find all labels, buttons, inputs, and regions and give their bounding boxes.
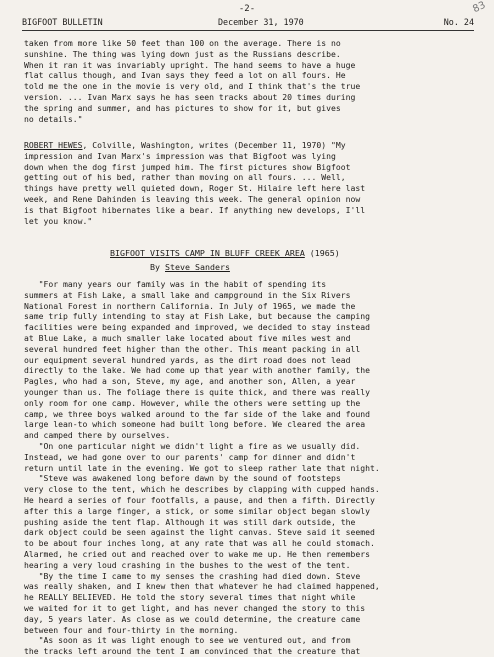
text-line: Instead, we had gone over to our parents' camp for dinner and didn't [24,451,356,462]
text-line: the tracks left around the tent I am convinced that the creature that [24,646,361,657]
text-line: getting out of his bed, rather than moving on all fours. ... Well, [24,172,346,183]
text-line: no details." [24,113,83,124]
text-line: flat callus though, and Ivan says they feed a lot on all fours. He [24,70,346,81]
text-line: Pagles, who had a son, Steve, my age, and another son, Allen, a year [24,376,356,387]
text-line: several hundred feet higher than the other. This meant packing in all [24,343,361,354]
page-header [22,17,474,29]
text-line: "By the time I came to my senses the crashing had died down. Steve [24,570,361,581]
text-line: National Forest in northern California. In July of 1965, we made the [24,300,356,311]
text-line: "As soon as it was light enough to see we ventured out, and from [24,635,351,646]
text-line: very close to the tent, which he describes by clapping with cupped hands. [24,484,380,495]
article-year: (1965) [304,248,340,258]
text-line: after this a large finger, a stick, or some similar object began slowly [24,505,370,516]
text-line: impression and Ivan Marx's impression was that Bigfoot was lying [24,150,336,161]
page-number: -2- [238,4,256,14]
text-line: hearing a very loud crashing in the bushes to the west of the tent. [24,559,351,570]
text-line: down when the dog first jumped him. The first pictures show Bigfoot [24,161,351,172]
text-line: return until late in the evening. We got to sleep rather late that night. [24,462,380,473]
text-line: Alarmed, he cried out and reached over to wake me up. He then remembers [24,548,370,559]
text-line: "Steve was awakened long before dawn by the sound of footsteps [24,473,341,484]
text-line: He heard a series of four footfalls, a pause, and then a fifth. Directly [24,494,375,505]
text-line: taken from more like 50 feet than 100 on the average. There is no [24,38,341,48]
hewes-letter [24,140,476,226]
text-line: things have pretty well quieted down, Roger St. Hilaire left here last [24,183,366,194]
text-line: he REALLY BELIEVED. He told the story several times that night while [24,592,356,603]
text-line: facilities were being expanded and improved, we decided to stay instead [24,322,370,333]
text-line [24,140,476,151]
text-line: "For many years our family was in the habit of spending its [24,279,327,289]
article-title-text: BIGFOOT VISITS CAMP IN BLUFF CREEK AREA [110,248,305,258]
text-line: told me the one in the movie is very old, and I think that's the true [24,81,361,92]
byline-prefix: By [150,262,165,272]
text-line: same trip fully intending to stay at Fish Lake, but because the camping [24,311,370,322]
text-line: the spring and summer, and has pictures to show for it, but gives [24,102,341,113]
text-line: day, 5 years later. As close as we could determine, the creature came [24,613,361,624]
correspondent-name: ROBERT HEWES [24,140,83,150]
text-line: was really shaken, and I knew then that whatever he had claimed happened, [24,581,380,592]
author-name: Steve Sanders [165,262,230,272]
letter-continuation [24,38,476,124]
article-title [110,248,340,258]
text-line: only room for one camp. However, while the others were setting up the [24,397,361,408]
text-line: at Blue Lake, a much smaller lake located about five miles west and [24,332,351,343]
text-line: is that Bigfoot hibernates like a bear. If anything new develops, I'll [24,204,366,215]
text-line: summers at Fish Lake, a small lake and campground in the Six Rivers [24,289,351,300]
text-line: dark object could be seen against the light canvas. Steve said it seemed [24,527,375,538]
text-fragment: , Colville, Washington, writes (December 11, 1970) "My [82,140,346,150]
text-line: and camped there by ourselves. [24,430,171,441]
article-body [24,279,476,657]
text-line: sunshine. The thing was lying down just as the Russians describe. [24,48,341,59]
text-line: let you know." [24,215,93,226]
text-line: to be about four inches long, at any rate that was all he could stomach. [24,538,375,549]
text-line: we waited for it to get light, and has never changed the story to this [24,602,366,613]
text-line: When it ran it was invariably upright. The hand seems to have a huge [24,59,356,70]
handwritten-margin-note: 83 [471,0,488,16]
text-line: week, and Rene Dahinden is leaving this week. The general opinion now [24,193,361,204]
issue-date: December 31, 1970 [218,17,304,27]
text-line: our equipment several hundred yards, as the dirt road does not lead [24,354,351,365]
text-line: pushing aside the tent flap. Although it was still dark outside, the [24,516,356,527]
text-line: directly to the lake. We had come up that year with another family, the [24,365,370,376]
article-byline [150,262,230,272]
text-line: camp, we three boys walked around to the far side of the lake and found [24,408,370,419]
text-line: between four and four-thirty in the morning. [24,624,239,635]
text-line: version. ... Ivan Marx says he has seen tracks about 20 times during [24,91,356,102]
text-line: younger than us. The foliage there is quite thick, and there was really [24,386,370,397]
text-line: large lean-to which someone had built long before. We cleared the area [24,419,366,430]
issue-number: No. 24 [443,17,474,27]
header-rule [22,30,474,31]
text-line: "On one particular night we didn't light a fire as we usually did. [24,440,361,451]
publication-title: BIGFOOT BULLETIN [22,17,103,27]
